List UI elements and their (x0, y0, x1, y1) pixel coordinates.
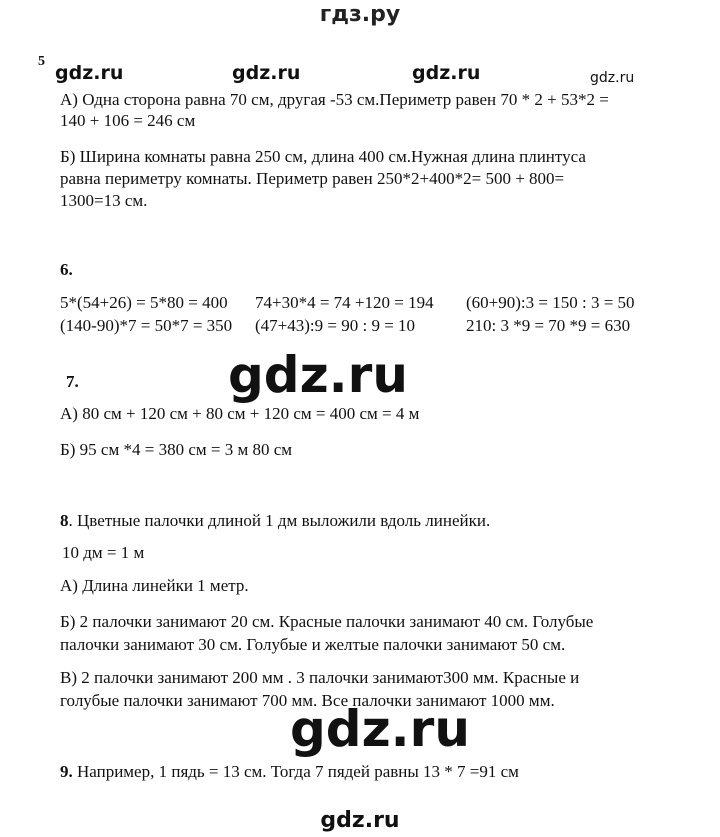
task8-c-line: голубые палочки занимают 700 мм. Все палочки занимают 1000 мм. (60, 691, 555, 710)
task5-b-line: Б) Ширина комнаты равна 250 см, длина 400 см.Нужная длина плинтуса (60, 147, 586, 166)
expression-cell: (140-90)*7 = 50*7 = 350 (60, 316, 233, 335)
task8-intro-text: . Цветные палочки длиной 1 дм выложили вдоль линейки. (68, 511, 491, 530)
task8-c-line: В) 2 палочки занимают 200 мм . 3 палочки занимают300 мм. Красные и (60, 668, 580, 687)
site-header: гдз.ру (319, 2, 401, 27)
task8-intro (60, 509, 490, 533)
task5-a-line: А) Одна сторона равна 70 см, другая -53 см.Периметр равен 70 * 2 + 53*2 = (60, 90, 609, 109)
expression-cell: 5*(54+26) = 5*80 = 400 (60, 293, 228, 312)
task8-a-line: А) Длина линейки 1 метр. (60, 576, 249, 595)
task-number: 9. (60, 762, 73, 781)
task8-b-line: Б) 2 палочки занимают 20 см. Красные палочки занимают 40 см. Голубые (60, 612, 594, 631)
watermark-large: gdz.ru (228, 346, 408, 404)
task5-a-line: 140 + 106 = 246 см (60, 111, 196, 130)
task7-a-line: А) 80 см + 120 см + 80 см + 120 см = 400 см = 4 м (60, 404, 420, 423)
expression-cell: (47+43):9 = 90 : 9 = 10 (255, 316, 416, 335)
watermark: gdz.ru (412, 62, 481, 84)
task-number: 6. (60, 260, 73, 279)
watermark: gdz.ru (55, 62, 124, 84)
task5-b-line: равна периметру комнаты. Периметр равен 250*2+400*2= 500 + 800= (60, 169, 565, 188)
expression-cell: 74+30*4 = 74 +120 = 194 (255, 293, 434, 312)
task-number: 7. (66, 372, 79, 391)
task-number: 5 (38, 54, 45, 69)
task8-b-line: палочки занимают 30 см. Голубые и желтые палочки занимают 50 см. (60, 635, 566, 654)
task-number: 8 (60, 511, 69, 530)
expression-cell: (60+90):3 = 150 : 3 = 50 (466, 293, 635, 312)
task7-b-line: Б) 95 см *4 = 380 см = 3 м 80 см (60, 440, 293, 459)
task9-line (60, 760, 519, 784)
watermark-large: gdz.ru (290, 700, 470, 758)
task5-b-line: 1300=13 см. (60, 191, 148, 210)
task8-equation: 10 дм = 1 м (62, 543, 145, 562)
footer-watermark: gdz.ru (320, 808, 400, 833)
watermark: gdz.ru (590, 70, 635, 86)
task9-text: Например, 1 пядь = 13 см. Тогда 7 пядей равны 13 * 7 =91 см (72, 762, 519, 781)
watermark: gdz.ru (232, 62, 301, 84)
expression-cell: 210: 3 *9 = 70 *9 = 630 (466, 316, 631, 335)
